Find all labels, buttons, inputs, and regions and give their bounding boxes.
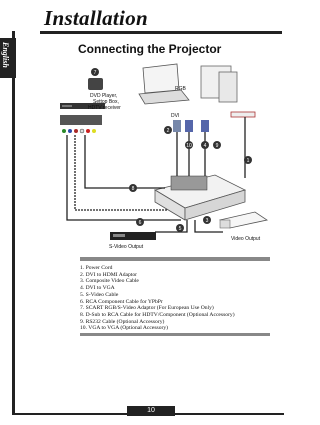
- header-rule: [40, 31, 282, 34]
- vga-connectors-icon: [173, 120, 209, 132]
- dvd-player-bottom-icon: [110, 232, 156, 240]
- list-top-band: [80, 257, 270, 261]
- callout-9: [213, 141, 221, 149]
- rgb-label: RGB: [175, 86, 186, 92]
- list-item: 3. Composite Video Cable: [80, 278, 139, 285]
- language-label: English: [1, 42, 10, 68]
- svg-text:6: 6: [138, 220, 142, 226]
- list-item: 9. RS232 Cable (Optional Accessory): [80, 318, 165, 325]
- list-item: 2. DVI to HDMI Adaptor: [80, 271, 138, 278]
- list-item: 10. VGA to VGA (Optional Accessory): [80, 325, 169, 332]
- callout-10: [185, 141, 193, 149]
- cable-list: [80, 265, 235, 332]
- callout-3: [203, 216, 211, 224]
- dvd-label-line3: HDTV receiver: [88, 105, 121, 111]
- svg-text:3: 3: [205, 218, 209, 224]
- s-video-output-label: S-Video Output: [109, 244, 144, 250]
- svg-text:1: 1: [246, 158, 250, 164]
- svg-text:7: 7: [93, 70, 97, 76]
- callout-6: [136, 218, 144, 226]
- svg-text:10: 10: [186, 143, 192, 149]
- section-title: Connecting the Projector: [78, 42, 222, 56]
- list-item: 6. RCA Component Cable for YPbPr: [80, 298, 163, 305]
- dvd-label-line2: Settop Box,: [93, 99, 119, 105]
- svg-text:4: 4: [203, 143, 207, 149]
- power-strip-icon: [231, 112, 255, 117]
- callout-8: [129, 184, 137, 192]
- laptop-icon: [139, 64, 189, 104]
- vcr-icon: [220, 212, 267, 228]
- list-bottom-rule: [80, 333, 270, 336]
- callout-1: [244, 156, 252, 164]
- svg-text:2: 2: [166, 128, 170, 134]
- callout-2: [164, 126, 172, 134]
- scart-adaptor-icon: [88, 78, 103, 90]
- list-item: 1. Power Cord: [80, 265, 113, 271]
- page-number: 10: [127, 406, 175, 416]
- list-item: 7. SCART RGB/S-Video Adaptor (For European Use Only): [80, 305, 214, 312]
- list-item: 5. S-Video Cable: [80, 291, 119, 298]
- dvi-label: DVI: [171, 113, 180, 119]
- callout-5: [176, 224, 184, 232]
- cables: [67, 117, 245, 232]
- header-title: Installation: [44, 6, 148, 30]
- list-item: 4. DVI to VGA: [80, 285, 115, 292]
- list-item: 8. D-Sub to RCA Cable for HDTV/Component (Optional Accessory): [80, 311, 235, 318]
- svg-text:8: 8: [131, 186, 135, 192]
- svg-text:5: 5: [178, 226, 182, 232]
- callout-4: [201, 141, 209, 149]
- svg-text:9: 9: [215, 143, 219, 149]
- projector-icon: [155, 175, 245, 220]
- rca-connectors-icon: [60, 115, 102, 133]
- video-output-label: Video Output: [231, 236, 261, 242]
- desktop-computer-icon: [201, 66, 237, 102]
- callout-7: [91, 68, 99, 76]
- dvd-label-line1: DVD Player,: [90, 93, 118, 99]
- connection-diagram: [55, 60, 275, 255]
- left-margin-bar: [12, 31, 15, 414]
